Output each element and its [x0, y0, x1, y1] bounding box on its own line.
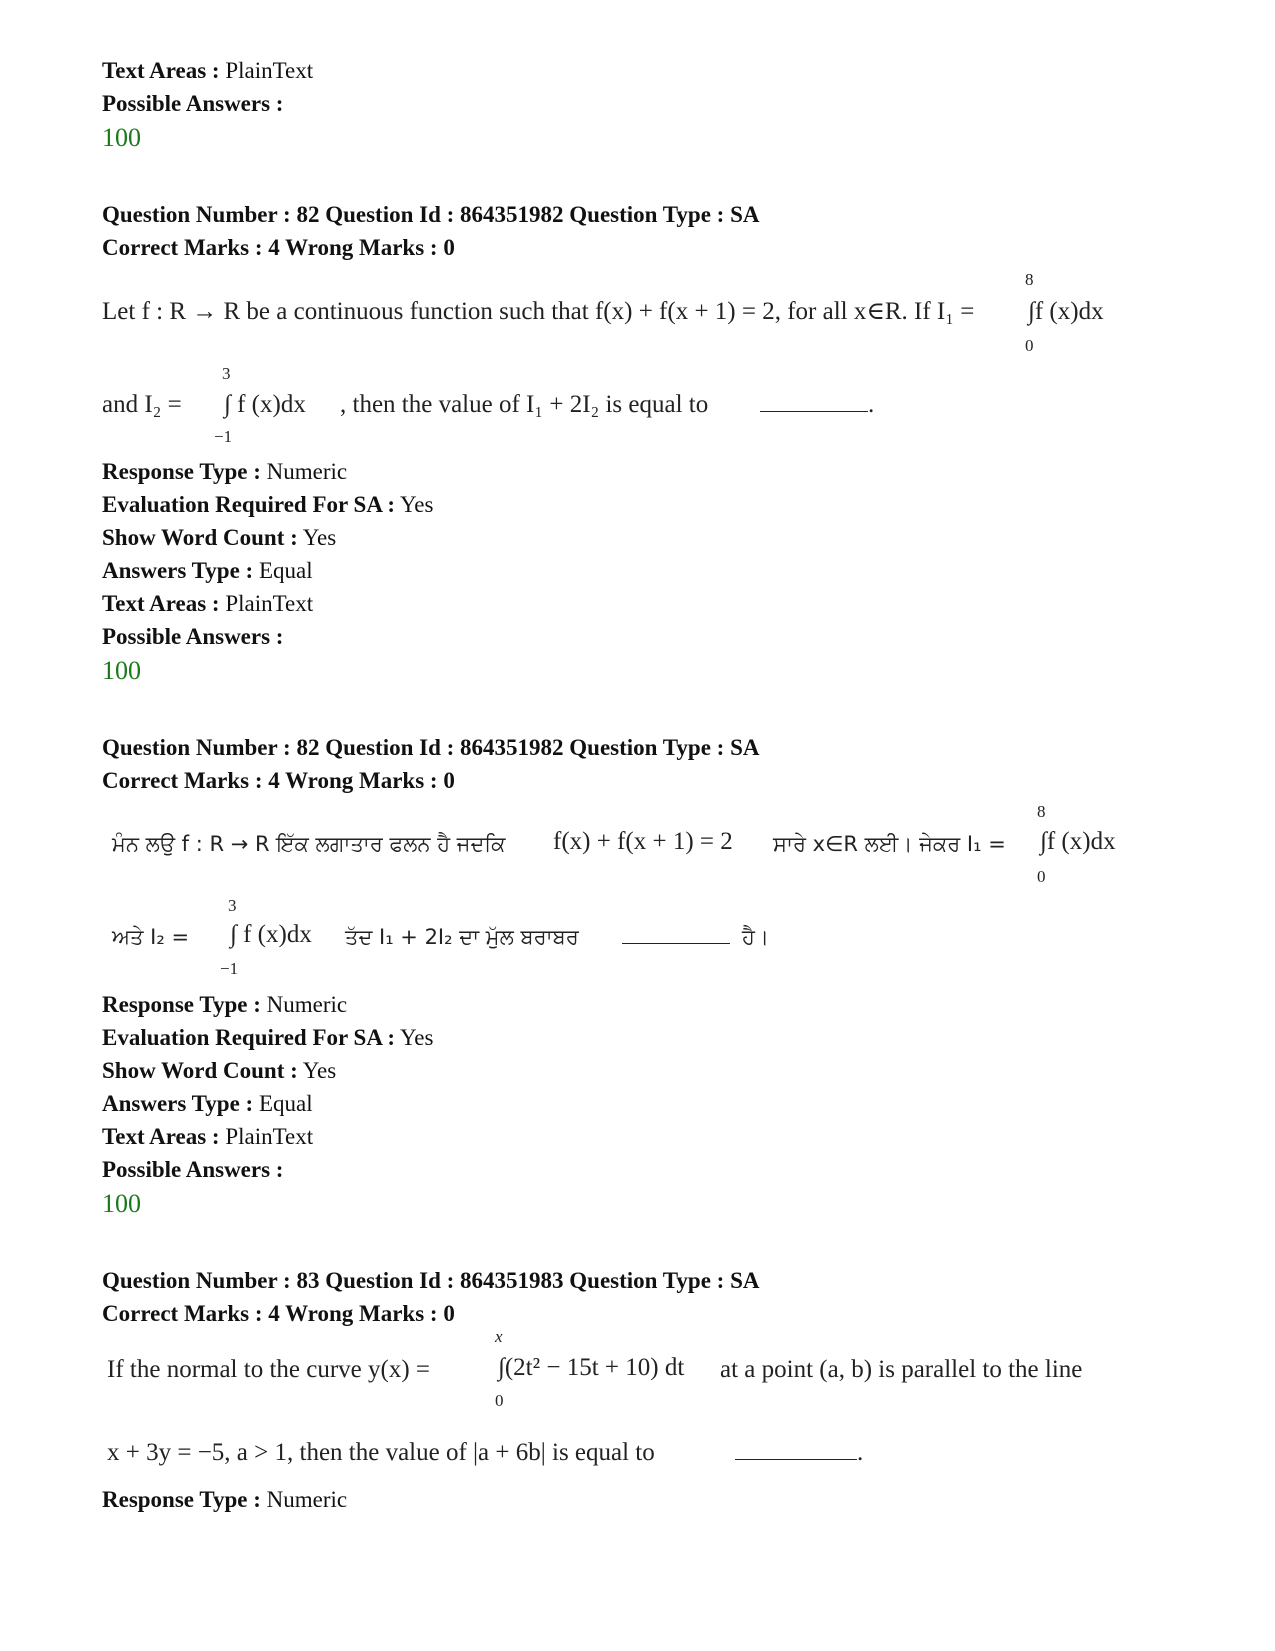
marks-header: Correct Marks : 4 Wrong Marks : 0 [102, 768, 455, 793]
field-value: Yes [302, 525, 337, 550]
integral-upper-limit: x [495, 1327, 503, 1346]
field-label: Answers Type : [102, 558, 254, 583]
field-row [102, 992, 347, 1018]
question-text-line-1-b: f(x) + f(x + 1) = 2 [553, 828, 733, 855]
field-value: Yes [302, 1058, 337, 1083]
possible-answer-value: 100 [102, 656, 141, 685]
integral-upper-limit: 3 [228, 896, 237, 915]
question-text-line-1-a: ਮੰਨ ਲਉ f : R → R ਇੱਕ ਲਗਾਤਾਰ ਫਲਨ ਹੈ ਜਦਕਿ [112, 832, 506, 856]
field-label: Text Areas : [102, 591, 220, 616]
field-row [102, 525, 336, 551]
question-text-line-1-start: If the normal to the curve y(x) = [107, 1356, 431, 1383]
field-row [102, 1091, 313, 1117]
field-label: Possible Answers : [102, 624, 284, 649]
field-row [102, 1157, 283, 1183]
field-row [102, 591, 313, 617]
integral-upper-limit: 8 [1025, 270, 1034, 289]
field-label: Text Areas : [102, 58, 220, 83]
field-value: PlainText [225, 1124, 314, 1149]
field-label: Possible Answers : [102, 1157, 284, 1182]
field-row [102, 1025, 433, 1051]
field-row [102, 459, 347, 485]
answer-blank [622, 922, 730, 952]
field-row [102, 1124, 313, 1150]
field-row [102, 558, 313, 584]
field-value: Equal [258, 1091, 313, 1116]
integral-lower-limit: 0 [1037, 867, 1046, 886]
integral-expression: ∫(2t² − 15t + 10) dt [498, 1354, 685, 1381]
integral-upper-limit: 8 [1037, 802, 1046, 821]
field-label: Show Word Count : [102, 1058, 298, 1083]
field-value: Yes [400, 1025, 434, 1050]
question-text-line-1-end: at a point (a, b) is parallel to the line [720, 1356, 1083, 1383]
question-text-line-2-start: ਅਤੇ I₂ = [112, 925, 190, 949]
field-value: PlainText [225, 591, 314, 616]
integral-expression: ∫ f (x)dx [224, 391, 306, 418]
field-value: Equal [258, 558, 313, 583]
answer-blank: . [735, 1438, 863, 1468]
possible-answer-value: 100 [102, 1189, 141, 1218]
question-text-line-1-c: ਸਾਰੇ x∈R ਲਈ। ਜੇਕਰ I₁ = [773, 832, 1006, 856]
integral-expression: ∫f (x)dx [1028, 298, 1104, 325]
question-text-line-2: x + 3y = −5, a > 1, then the value of |a + 6b| is equal to [107, 1439, 655, 1466]
field-label: Response Type : [102, 992, 261, 1017]
answer-blank: . [760, 390, 874, 420]
text-areas-row [102, 58, 313, 84]
integral-lower-limit: −1 [214, 427, 233, 446]
field-value: PlainText [225, 58, 314, 83]
field-label: Evaluation Required For SA : [102, 1025, 396, 1050]
field-label: Response Type : [102, 459, 261, 484]
field-label: Answers Type : [102, 1091, 254, 1116]
field-value: Numeric [266, 992, 348, 1017]
field-row [102, 1058, 336, 1084]
question-header: Question Number : 82 Question Id : 864351982 Question Type : SA [102, 202, 760, 227]
field-label: Text Areas : [102, 1124, 220, 1149]
integral-upper-limit: 3 [222, 364, 231, 383]
field-label: Response Type : [102, 1487, 261, 1512]
field-row [102, 624, 283, 650]
question-text-line-2-end: , then the value of I₁ + 2I₂ is equal to [340, 391, 709, 418]
possible-answer-value: 100 [102, 123, 141, 152]
field-row [102, 1487, 347, 1513]
field-value: Numeric [266, 459, 348, 484]
field-label: Show Word Count : [102, 525, 298, 550]
question-text-line-2-start: and I₂ = [102, 391, 182, 418]
question-header: Question Number : 82 Question Id : 864351982 Question Type : SA [102, 735, 760, 760]
integral-expression: ∫ f (x)dx [230, 921, 312, 948]
question-header: Question Number : 83 Question Id : 864351983 Question Type : SA [102, 1268, 760, 1293]
question-text-line-2-end: ਹੈ। [742, 925, 770, 949]
integral-lower-limit: 0 [1025, 336, 1034, 355]
integral-expression: ∫f (x)dx [1040, 828, 1116, 855]
question-text-line-2-mid: ਤੱਦ I₁ + 2I₂ ਦਾ ਮੁੱਲ ਬਰਾਬਰ [345, 925, 579, 949]
field-label: Evaluation Required For SA : [102, 492, 396, 517]
marks-header: Correct Marks : 4 Wrong Marks : 0 [102, 235, 455, 260]
integral-lower-limit: 0 [495, 1391, 504, 1410]
field-row [102, 492, 433, 518]
field-value: Numeric [266, 1487, 348, 1512]
field-value: Yes [400, 492, 434, 517]
integral-lower-limit: −1 [220, 959, 239, 978]
question-text-line-1: Let f : R → R be a continuous function such that f(x) + f(x + 1) = 2, for all x∈R. If I₁ = [102, 298, 975, 325]
possible-answers-label: Possible Answers : [102, 91, 284, 116]
marks-header: Correct Marks : 4 Wrong Marks : 0 [102, 1301, 455, 1326]
